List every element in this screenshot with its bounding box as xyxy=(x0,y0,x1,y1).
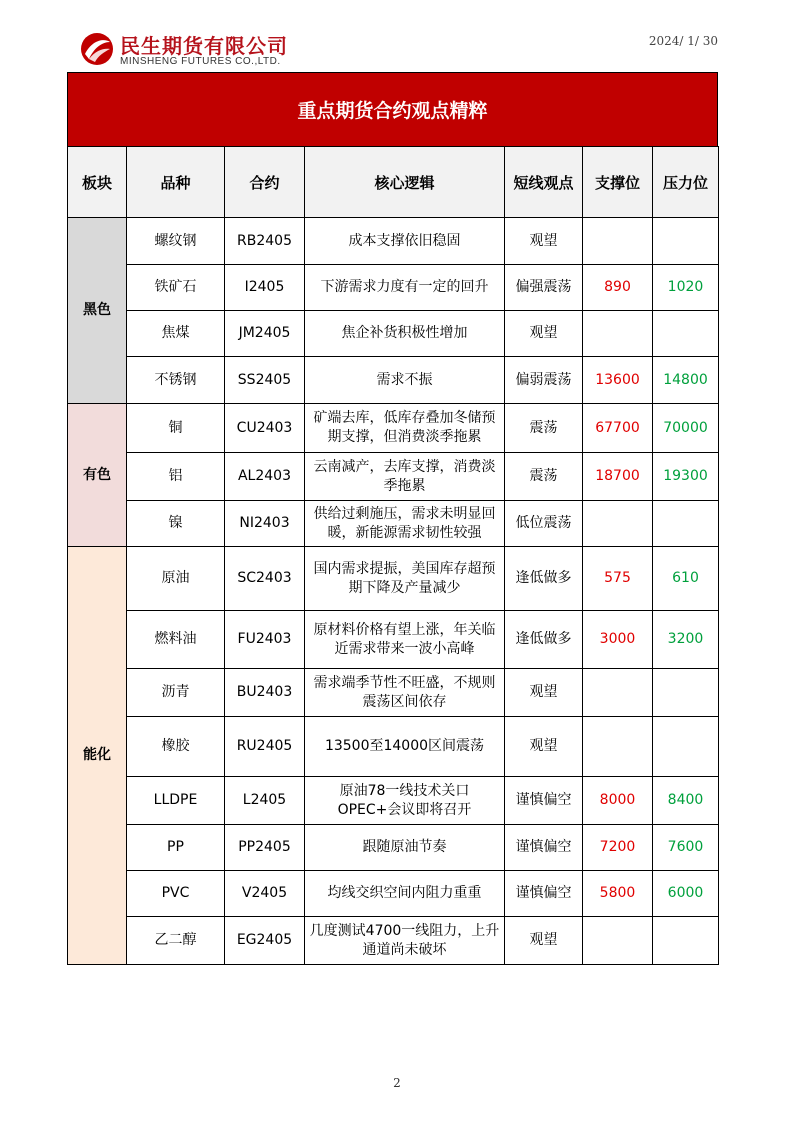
table-row xyxy=(68,871,719,917)
logic-cell: 均线交织空间内阻力重重 xyxy=(305,871,505,917)
view-cell: 谨慎偏空 xyxy=(505,825,583,871)
contract-cell: EG2405 xyxy=(225,917,305,965)
support-cell xyxy=(583,218,653,265)
contract-cell: CU2403 xyxy=(225,404,305,453)
logic-cell: 供给过剩施压，需求未明显回暖，新能源需求韧性较强 xyxy=(305,501,505,547)
resistance-cell xyxy=(653,669,719,717)
support-cell xyxy=(583,669,653,717)
logic-cell: 几度测试4700一线阻力，上升通道尚未破坏 xyxy=(305,917,505,965)
table-row xyxy=(68,501,719,547)
contract-cell: BU2403 xyxy=(225,669,305,717)
variety-cell: LLDPE xyxy=(127,777,225,825)
logic-cell: 需求不振 xyxy=(305,357,505,404)
header-view: 短线观点 xyxy=(505,147,583,218)
logic-cell: 国内需求提振，美国库存超预期下降及产量减少 xyxy=(305,547,505,611)
resistance-cell: 14800 xyxy=(653,357,719,404)
support-cell: 5800 xyxy=(583,871,653,917)
logic-cell: 需求端季节性不旺盛，不规则震荡区间依存 xyxy=(305,669,505,717)
resistance-cell: 70000 xyxy=(653,404,719,453)
view-cell: 逢低做多 xyxy=(505,611,583,669)
minsheng-logo-icon xyxy=(80,32,114,66)
resistance-cell xyxy=(653,218,719,265)
variety-cell: PVC xyxy=(127,871,225,917)
variety-cell: 燃料油 xyxy=(127,611,225,669)
view-cell: 逢低做多 xyxy=(505,547,583,611)
variety-cell: PP xyxy=(127,825,225,871)
contract-cell: I2405 xyxy=(225,265,305,311)
resistance-cell xyxy=(653,717,719,777)
variety-cell: 沥青 xyxy=(127,669,225,717)
support-cell: 8000 xyxy=(583,777,653,825)
sector-label: 黑色 xyxy=(68,218,127,404)
company-name-cn: 民生期货有限公司 xyxy=(120,34,288,58)
variety-cell: 橡胶 xyxy=(127,717,225,777)
futures-views-table xyxy=(67,146,719,965)
contract-cell: JM2405 xyxy=(225,311,305,357)
resistance-cell xyxy=(653,501,719,547)
resistance-cell: 3200 xyxy=(653,611,719,669)
header-support: 支撑位 xyxy=(583,147,653,218)
table-row xyxy=(68,917,719,965)
support-cell xyxy=(583,917,653,965)
resistance-cell: 19300 xyxy=(653,453,719,501)
contract-cell: SS2405 xyxy=(225,357,305,404)
sector-label: 有色 xyxy=(68,404,127,547)
variety-cell: 铜 xyxy=(127,404,225,453)
support-cell xyxy=(583,311,653,357)
header-variety: 品种 xyxy=(127,147,225,218)
logic-cell: 下游需求力度有一定的回升 xyxy=(305,265,505,311)
resistance-cell: 8400 xyxy=(653,777,719,825)
view-cell: 观望 xyxy=(505,218,583,265)
contract-cell: FU2403 xyxy=(225,611,305,669)
table-row xyxy=(68,611,719,669)
variety-cell: 乙二醇 xyxy=(127,917,225,965)
logic-cell: 原油78一线技术关口OPEC+会议即将召开 xyxy=(305,777,505,825)
resistance-cell xyxy=(653,311,719,357)
logic-cell: 云南减产，去库支撑，消费淡季拖累 xyxy=(305,453,505,501)
report-date: 2024/ 1/ 30 xyxy=(648,34,718,48)
table-header-row xyxy=(68,147,719,218)
support-cell: 3000 xyxy=(583,611,653,669)
page-number: 2 xyxy=(393,1076,401,1090)
support-cell: 890 xyxy=(583,265,653,311)
resistance-cell: 7600 xyxy=(653,825,719,871)
contract-cell: AL2403 xyxy=(225,453,305,501)
contract-cell: PP2405 xyxy=(225,825,305,871)
table-row xyxy=(68,218,719,265)
table-row xyxy=(68,404,719,453)
logic-cell: 矿端去库，低库存叠加冬储预期支撑，但消费淡季拖累 xyxy=(305,404,505,453)
logic-cell: 跟随原油节奏 xyxy=(305,825,505,871)
contract-cell: L2405 xyxy=(225,777,305,825)
view-cell: 观望 xyxy=(505,917,583,965)
view-cell: 观望 xyxy=(505,717,583,777)
header-resistance: 压力位 xyxy=(653,147,719,218)
view-cell: 谨慎偏空 xyxy=(505,777,583,825)
table-row xyxy=(68,547,719,611)
company-logo xyxy=(80,28,320,72)
variety-cell: 原油 xyxy=(127,547,225,611)
table-row xyxy=(68,777,719,825)
table-row xyxy=(68,357,719,404)
view-cell: 观望 xyxy=(505,669,583,717)
table-row xyxy=(68,717,719,777)
support-cell: 13600 xyxy=(583,357,653,404)
support-cell xyxy=(583,501,653,547)
header-contract: 合约 xyxy=(225,147,305,218)
resistance-cell xyxy=(653,917,719,965)
table-row xyxy=(68,265,719,311)
logic-cell: 焦企补货积极性增加 xyxy=(305,311,505,357)
header-logic: 核心逻辑 xyxy=(305,147,505,218)
table-row xyxy=(68,825,719,871)
resistance-cell: 1020 xyxy=(653,265,719,311)
view-cell: 低位震荡 xyxy=(505,501,583,547)
support-cell: 67700 xyxy=(583,404,653,453)
contract-cell: NI2403 xyxy=(225,501,305,547)
header-sector: 板块 xyxy=(68,147,127,218)
view-cell: 震荡 xyxy=(505,453,583,501)
variety-cell: 焦煤 xyxy=(127,311,225,357)
view-cell: 震荡 xyxy=(505,404,583,453)
contract-cell: RU2405 xyxy=(225,717,305,777)
logic-cell: 原材料价格有望上涨，年关临近需求带来一波小高峰 xyxy=(305,611,505,669)
view-cell: 谨慎偏空 xyxy=(505,871,583,917)
resistance-cell: 610 xyxy=(653,547,719,611)
contract-cell: V2405 xyxy=(225,871,305,917)
table-row xyxy=(68,669,719,717)
variety-cell: 螺纹钢 xyxy=(127,218,225,265)
variety-cell: 不锈钢 xyxy=(127,357,225,404)
variety-cell: 铁矿石 xyxy=(127,265,225,311)
support-cell: 18700 xyxy=(583,453,653,501)
variety-cell: 铝 xyxy=(127,453,225,501)
view-cell: 偏强震荡 xyxy=(505,265,583,311)
support-cell xyxy=(583,717,653,777)
variety-cell: 镍 xyxy=(127,501,225,547)
company-name-en: MINSHENG FUTURES CO.,LTD. xyxy=(120,56,281,67)
table-row xyxy=(68,311,719,357)
table-row xyxy=(68,453,719,501)
resistance-cell: 6000 xyxy=(653,871,719,917)
logic-cell: 成本支撑依旧稳固 xyxy=(305,218,505,265)
logic-cell: 13500至14000区间震荡 xyxy=(305,717,505,777)
support-cell: 7200 xyxy=(583,825,653,871)
contract-cell: RB2405 xyxy=(225,218,305,265)
sector-label: 能化 xyxy=(68,547,127,965)
view-cell: 观望 xyxy=(505,311,583,357)
table-title: 重点期货合约观点精粹 xyxy=(67,72,718,147)
contract-cell: SC2403 xyxy=(225,547,305,611)
view-cell: 偏弱震荡 xyxy=(505,357,583,404)
support-cell: 575 xyxy=(583,547,653,611)
